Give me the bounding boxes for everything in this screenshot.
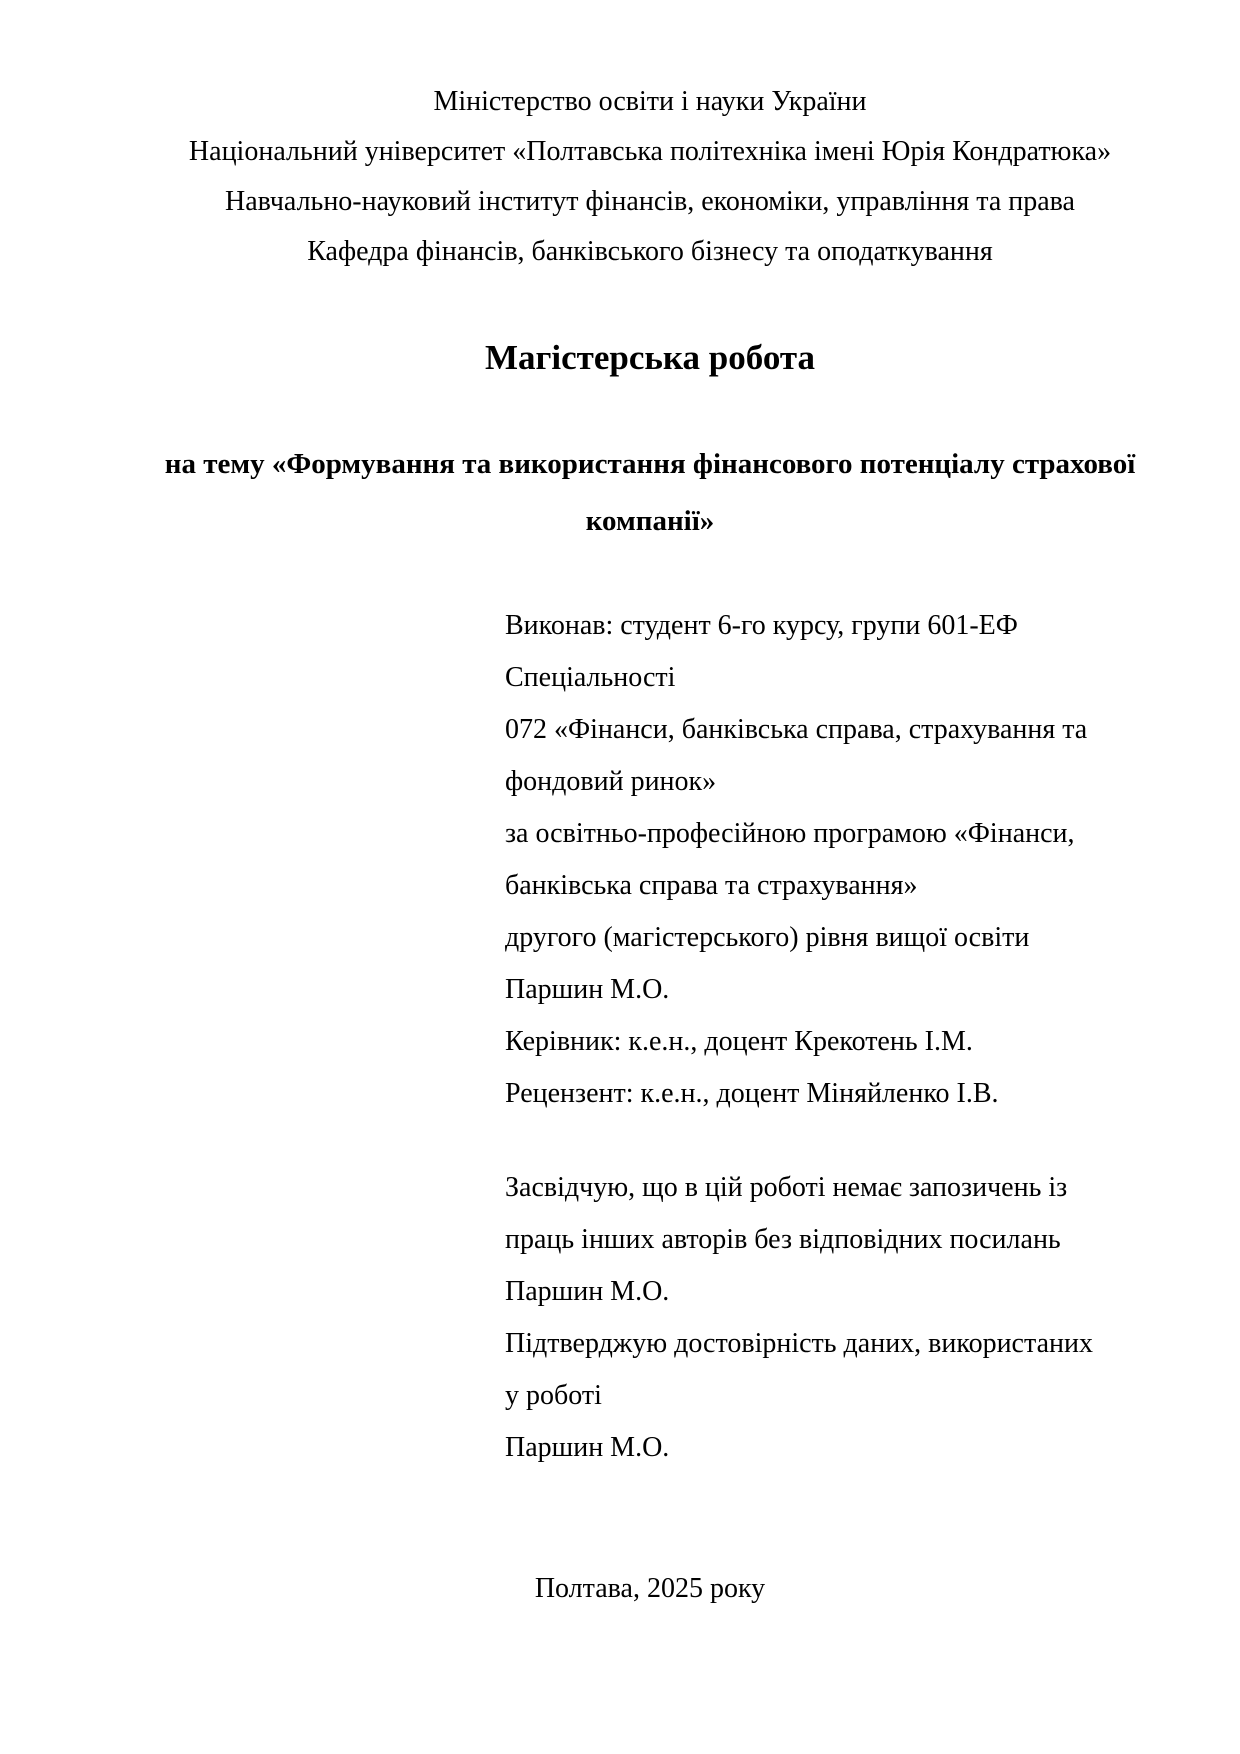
details-line: Спеціальності — [505, 662, 676, 693]
declaration-line: Засвідчую, що в цій роботі немає запозичень із — [505, 1172, 1068, 1203]
city-year-footer: Полтава, 2025 року — [534, 1573, 766, 1604]
declaration-line: Паршин М.О. — [505, 1276, 670, 1307]
details-line: Виконав: студент 6-го курсу, групи 601-ЕФ — [505, 610, 1018, 641]
details-line: фондовий ринок» — [505, 766, 717, 797]
header-line: Міністерство освіти і науки України — [433, 86, 867, 117]
details-line: другого (магістерського) рівня вищої освіти — [505, 922, 1030, 953]
topic-line: на тему «Формування та використання фінансового потенціалу страхової — [164, 448, 1136, 480]
declaration-line: у роботі — [505, 1380, 602, 1411]
declaration-line: Паршин М.О. — [505, 1432, 670, 1463]
details-line: Керівник: к.е.н., доцент Крекотень І.М. — [505, 1026, 973, 1057]
thesis-topic — [150, 436, 1150, 550]
authenticity-declaration — [505, 1162, 1160, 1474]
author-details — [505, 600, 1160, 1120]
page-title: Магістерська робота — [485, 338, 815, 377]
declaration-line: праць інших авторів без відповідних посилань — [505, 1224, 1061, 1255]
topic-line: компанії» — [585, 505, 715, 537]
details-line: 072 «Фінанси, банківська справа, страхування та — [505, 714, 1088, 745]
details-line: Рецензент: к.е.н., доцент Міняйленко І.В. — [505, 1078, 999, 1109]
details-line: Паршин М.О. — [505, 974, 670, 1005]
details-line: банківська справа та страхування» — [505, 870, 918, 901]
declaration-line: Підтверджую достовірність даних, використаних — [505, 1328, 1093, 1359]
header-line: Національний університет «Полтавська політехніка імені Юрія Кондратюка» — [188, 136, 1112, 167]
header-line: Кафедра фінансів, банківського бізнесу та оподаткування — [307, 236, 993, 267]
header-line: Навчально-науковий інститут фінансів, економіки, управління та права — [225, 186, 1075, 217]
details-line: за освітньо-професійною програмою «Фінанси, — [505, 818, 1075, 849]
university-header — [150, 77, 1150, 277]
